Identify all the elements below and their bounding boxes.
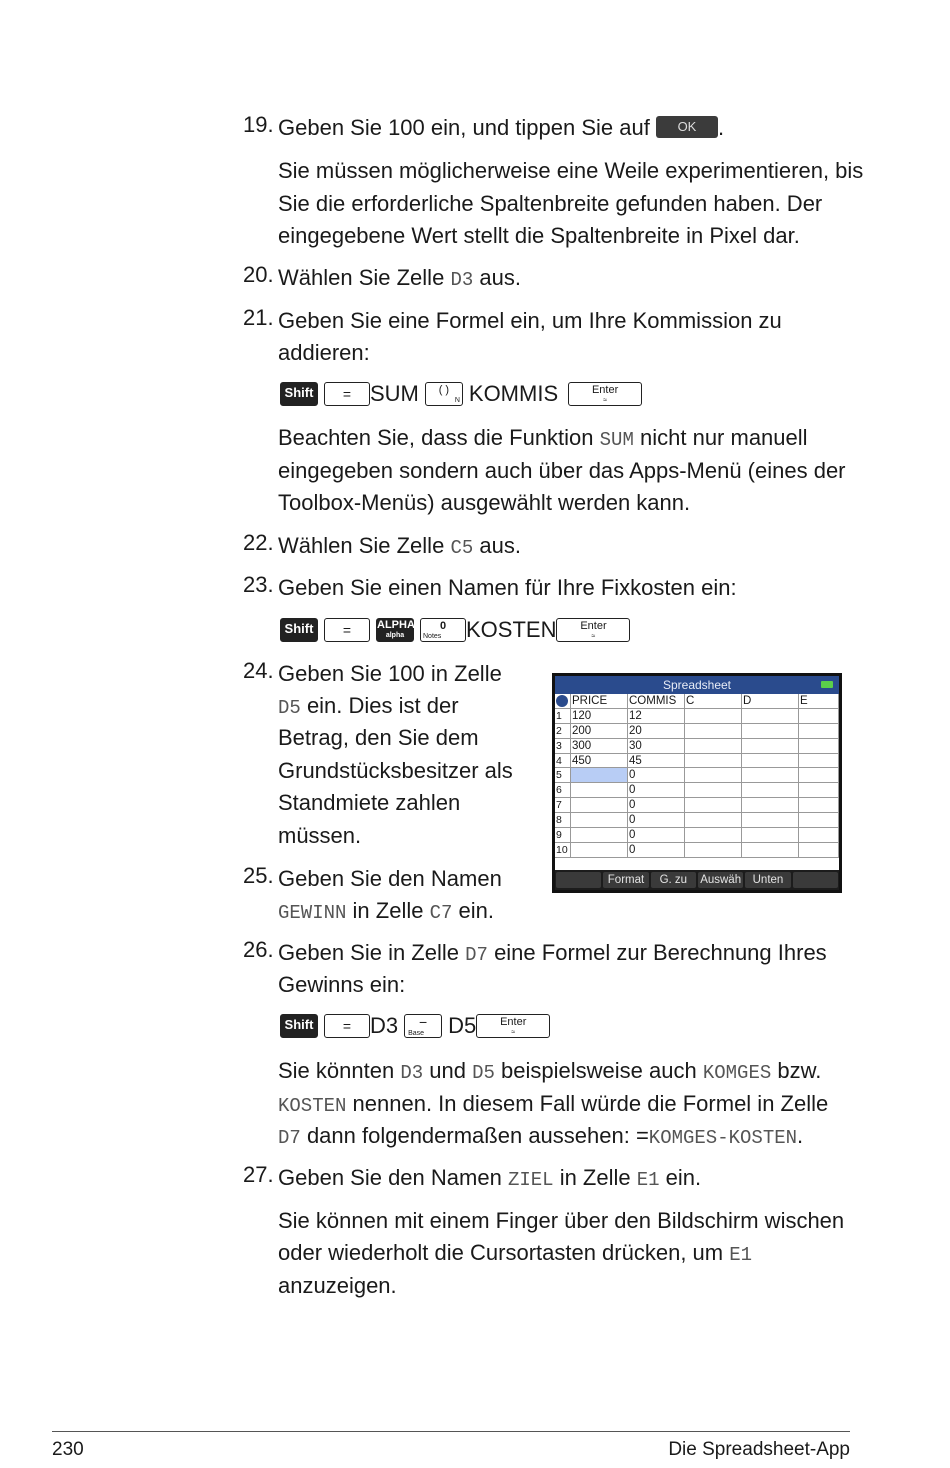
table-cell: 9 (555, 828, 571, 842)
step-text (278, 530, 521, 565)
table-cell (742, 768, 799, 782)
instruction-text: Geben Sie den Namen (278, 1165, 502, 1190)
table-cell (799, 798, 839, 812)
key-sublabel: alpha (385, 632, 405, 639)
equals-key (324, 382, 370, 406)
keystroke-sequence (280, 617, 630, 643)
key-label: ( ) (438, 384, 450, 396)
softkey: Format (603, 872, 648, 888)
hp-logo-icon (556, 695, 568, 707)
softkey: G. zu (651, 872, 696, 888)
step-text (278, 112, 724, 145)
cell-ref: D7 (465, 944, 488, 966)
key-sublabel: Notes (423, 633, 442, 640)
instruction-text: ein. Dies ist der (306, 693, 459, 718)
table-cell (742, 739, 799, 753)
alpha-key (376, 618, 414, 642)
step-number: 19. (243, 112, 274, 137)
table-cell (799, 843, 839, 857)
step-number: 23. (243, 572, 274, 597)
table-cell (742, 828, 799, 842)
instruction-text: in Zelle (352, 898, 424, 923)
typed-text: D5 (448, 1013, 477, 1038)
table-cell: 450 (571, 754, 628, 768)
enter-key (476, 1014, 550, 1038)
key-label: = (342, 622, 352, 638)
ok-softkey: OK (656, 116, 718, 138)
table-cell (685, 739, 742, 753)
table-cell (571, 783, 628, 797)
note-line (278, 1120, 803, 1155)
cell-name: ZIEL (507, 1169, 554, 1191)
footer-rule (52, 1431, 850, 1432)
spreadsheet-screenshot (552, 673, 842, 893)
table-cell: 0 (628, 798, 685, 812)
instruction-line: Grundstücksbesitzer als (278, 758, 513, 783)
instruction-text: aus. (479, 533, 521, 558)
keystroke-sequence (280, 381, 642, 407)
cell-ref: D5 (472, 1062, 495, 1084)
instruction-text: Wählen Sie Zelle (278, 533, 445, 558)
table-row (555, 813, 839, 828)
instruction-line: Gewinns ein: (278, 972, 406, 997)
note-line: anzuzeigen. (278, 1273, 397, 1298)
instruction-text: eine Formel zur Berechnung Ihres (494, 940, 827, 965)
note-line (278, 1055, 821, 1090)
table-row (555, 798, 839, 813)
header-row (555, 694, 839, 709)
table-cell: 300 (571, 739, 628, 753)
note-text: und (429, 1058, 466, 1083)
softkey: Auswäh (698, 872, 743, 888)
zero-key (420, 618, 466, 642)
typed-text: KOMMIS (468, 381, 559, 406)
table-row (555, 739, 839, 754)
table-cell (571, 768, 628, 782)
cell-ref: D5 (278, 697, 301, 719)
table-cell (685, 724, 742, 738)
period: . (717, 115, 725, 140)
table-cell (571, 828, 628, 842)
instruction-text: ein. (458, 898, 495, 923)
note-line: eingegeben sondern auch über das Apps-Menü (eines der (278, 458, 846, 483)
key-sublabel: N (454, 397, 460, 404)
cell-ref: D3 (450, 269, 474, 291)
note-text: dann folgendermaßen aussehen: = (306, 1123, 649, 1148)
instruction-text: in Zelle (559, 1165, 631, 1190)
table-cell (799, 709, 839, 723)
cell-ref: C7 (429, 902, 453, 924)
shift-key: Shift (280, 1014, 318, 1038)
table-cell: 200 (571, 724, 628, 738)
table-cell (742, 724, 799, 738)
step-number: 26. (243, 937, 274, 962)
table-cell (742, 843, 799, 857)
table-row (555, 828, 839, 843)
instruction-text: Geben Sie 100 ein, und tippen Sie auf (278, 115, 650, 140)
step-number: 24. (243, 658, 274, 683)
key-label: 0 (439, 620, 447, 632)
minus-key (404, 1014, 442, 1038)
table-cell: 10 (555, 843, 571, 857)
note-line: Toolbox-Menüs) ausgewählt werden kann. (278, 490, 691, 515)
table-cell (571, 798, 628, 812)
typed-text: KOSTEN (466, 617, 557, 642)
cell-ref: E1 (636, 1169, 660, 1191)
key-label: = (342, 1018, 352, 1034)
note-line (278, 1237, 752, 1272)
table-cell: 45 (628, 754, 685, 768)
table-cell (742, 783, 799, 797)
cell-name: KOMGES (702, 1062, 772, 1084)
table-cell (799, 739, 839, 753)
column-header: PRICE (571, 694, 628, 708)
function-name: SUM (599, 429, 634, 451)
instruction-text: Geben Sie den Namen (278, 866, 502, 891)
table-cell (799, 813, 839, 827)
parentheses-key (425, 382, 463, 406)
key-label: ALPHA (377, 619, 415, 631)
running-footer-title: Die Spreadsheet-App (668, 1439, 850, 1460)
table-cell (799, 768, 839, 782)
table-cell: 4 (555, 754, 571, 768)
table-cell (685, 843, 742, 857)
step-text (278, 937, 827, 972)
table-cell (742, 754, 799, 768)
enter-key (568, 382, 642, 406)
table-cell: 0 (628, 813, 685, 827)
note-line: Sie können mit einem Finger über den Bildschirm wischen (278, 1208, 845, 1233)
table-cell (685, 813, 742, 827)
note-line: Sie die erforderliche Spaltenbreite gefunden haben. Der (278, 191, 823, 216)
keystroke-sequence (280, 1013, 550, 1039)
instruction-text: Geben Sie einen Namen für Ihre Fixkosten ein: (278, 575, 737, 600)
instruction-text: ein. (665, 1165, 702, 1190)
table-cell (685, 828, 742, 842)
table-cell: 8 (555, 813, 571, 827)
table-cell (742, 798, 799, 812)
shift-key: Shift (280, 618, 318, 642)
table-cell: 120 (571, 709, 628, 723)
key-label: Enter (500, 1016, 527, 1028)
table-cell (742, 709, 799, 723)
column-header: COMMIS (628, 694, 685, 708)
instruction-text: Geben Sie 100 in Zelle (278, 661, 502, 686)
instruction-line (278, 895, 494, 930)
cell-ref: D7 (278, 1127, 301, 1149)
note-line (278, 1088, 828, 1123)
step-number: 22. (243, 530, 274, 555)
key-label: = (342, 386, 352, 402)
table-cell: 2 (555, 724, 571, 738)
note-text: oder wiederholt die Cursortasten drücken, um (278, 1240, 724, 1265)
cell-name: GEWINN (278, 902, 347, 924)
table-row (555, 709, 839, 724)
softkey (793, 872, 838, 888)
table-cell (799, 724, 839, 738)
table-cell (799, 754, 839, 768)
step-number: 27. (243, 1162, 274, 1187)
table-cell (685, 709, 742, 723)
softkey (556, 872, 601, 888)
table-cell: 3 (555, 739, 571, 753)
typed-text: SUM (370, 381, 419, 406)
key-sublabel: ≈ (591, 633, 596, 640)
table-row (555, 724, 839, 739)
note-text: Beachten Sie, dass die Funktion (278, 425, 594, 450)
key-label: Enter (580, 620, 607, 632)
cell-name: KOSTEN (278, 1095, 347, 1117)
screen-title-bar (555, 676, 839, 694)
screen-title: Spreadsheet (662, 678, 732, 692)
table-cell: 0 (628, 768, 685, 782)
table-cell: 6 (555, 783, 571, 797)
instruction-text: aus. (479, 265, 521, 290)
key-sublabel: Base (408, 1030, 425, 1037)
table-row (555, 843, 839, 858)
cell-ref: D3 (400, 1062, 424, 1084)
instruction-text: Geben Sie eine Formel ein, um Ihre Kommission zu (278, 308, 782, 333)
spreadsheet-grid (555, 694, 839, 856)
key-sublabel: ≈ (603, 397, 608, 404)
cell-ref: E1 (729, 1244, 753, 1266)
key-label: Enter (591, 384, 619, 396)
equals-key (324, 1014, 370, 1038)
note-text: beispielsweise auch (501, 1058, 697, 1083)
note-line (278, 422, 808, 457)
instruction-line (278, 690, 459, 725)
note-line: eingegebene Wert stellt die Spaltenbreite in Pixel dar. (278, 223, 800, 248)
note-text: nennen. In diesem Fall würde die Formel in Zelle (352, 1091, 829, 1116)
step-number: 25. (243, 863, 274, 888)
table-cell (685, 754, 742, 768)
note-text: . (797, 1123, 804, 1148)
formula: KOMGES-KOSTEN (648, 1127, 798, 1149)
softkey-menu (555, 870, 839, 890)
table-cell (685, 783, 742, 797)
enter-key (556, 618, 630, 642)
column-header: E (799, 694, 839, 708)
instruction-text: Geben Sie in Zelle (278, 940, 459, 965)
table-cell: 0 (628, 783, 685, 797)
table-cell: 20 (628, 724, 685, 738)
note-text: Sie könnten (278, 1058, 395, 1083)
instruction-line: Betrag, den Sie dem (278, 725, 479, 750)
table-cell (742, 813, 799, 827)
key-label: − (419, 1014, 428, 1030)
table-cell: 5 (555, 768, 571, 782)
softkey: Unten (745, 872, 790, 888)
table-row (555, 783, 839, 798)
column-header (555, 694, 571, 708)
table-row (555, 768, 839, 783)
step-number: 20. (243, 262, 274, 287)
typed-text: D3 (370, 1013, 399, 1038)
table-cell: 30 (628, 739, 685, 753)
table-cell: 1 (555, 709, 571, 723)
step-text (278, 1162, 701, 1197)
table-cell: 0 (628, 843, 685, 857)
note-line: Sie müssen möglicherweise eine Weile experimentieren, bis (278, 158, 864, 183)
cell-ref: C5 (450, 537, 474, 559)
instruction-text: addieren: (278, 340, 370, 365)
column-header: C (685, 694, 742, 708)
page-number: 230 (52, 1439, 84, 1460)
table-cell (571, 843, 628, 857)
table-cell (685, 768, 742, 782)
table-cell: 12 (628, 709, 685, 723)
table-cell: 7 (555, 798, 571, 812)
instruction-line: müssen. (278, 823, 362, 848)
step-text (278, 262, 521, 297)
battery-icon (821, 681, 833, 688)
instruction-line: Standmiete zahlen (278, 790, 461, 815)
note-text: bzw. (777, 1058, 822, 1083)
table-cell (799, 828, 839, 842)
table-row (555, 754, 839, 769)
column-header: D (742, 694, 799, 708)
shift-key: Shift (280, 382, 318, 406)
table-cell (799, 783, 839, 797)
equals-key (324, 618, 370, 642)
table-cell (571, 813, 628, 827)
key-sublabel: ≈ (511, 1029, 516, 1036)
table-cell: 0 (628, 828, 685, 842)
instruction-text: Wählen Sie Zelle (278, 265, 445, 290)
note-text: nicht nur manuell (640, 425, 808, 450)
step-number: 21. (243, 305, 274, 330)
table-cell (685, 798, 742, 812)
